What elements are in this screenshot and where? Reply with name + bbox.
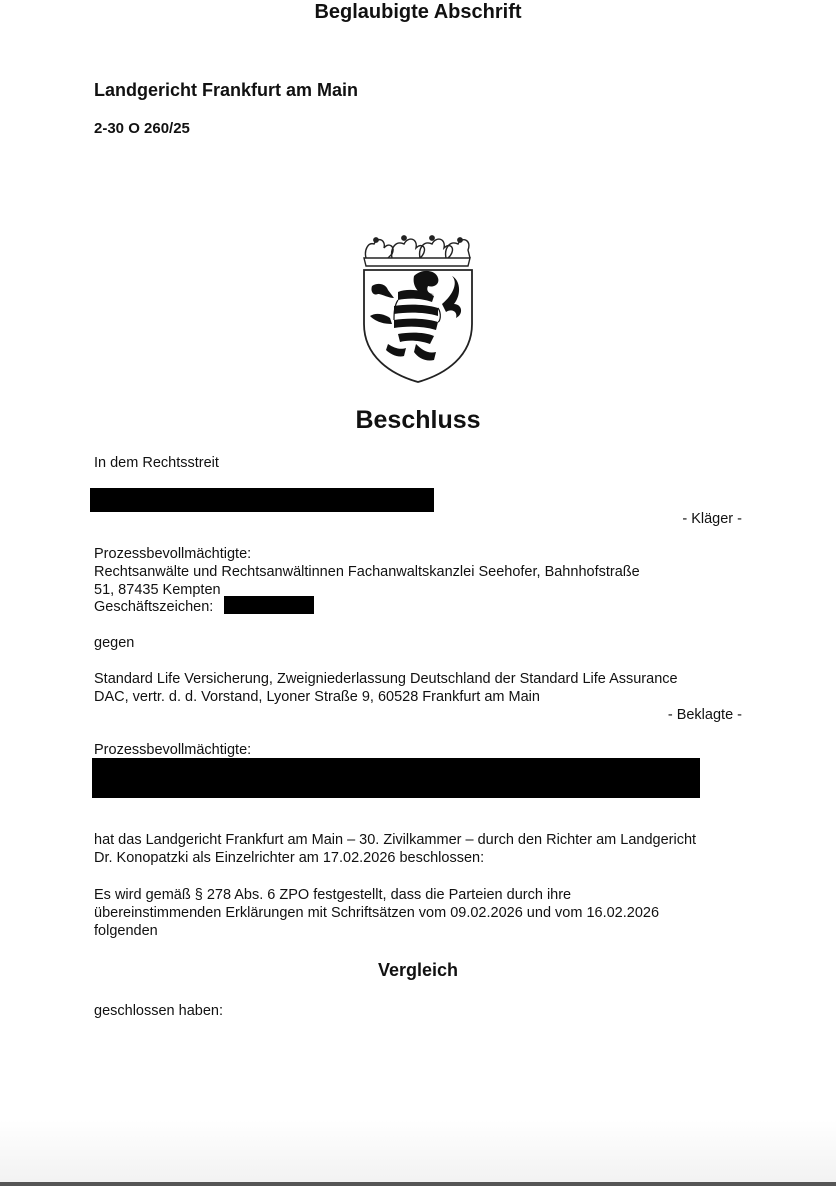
reference-label: Geschäftszeichen: [94, 599, 214, 615]
file-number: 2-30 O 260/25 [94, 120, 190, 137]
defendant-role: - Beklagte - [667, 707, 742, 723]
decision-line: hat das Landgericht Frankfurt am Main – 30. Zivilkammer – durch den Richter am Landgericht [94, 832, 697, 848]
redacted-plaintiff-name [90, 488, 434, 512]
plaintiff-counsel-line: Rechtsanwälte und Rechtsanwältinnen Fachanwaltskanzlei Seehofer, Bahnhofstraße [94, 564, 640, 580]
versus-label: gegen [94, 635, 135, 651]
plaintiff-counsel-line: 51, 87435 Kempten [94, 582, 221, 598]
decision-line: Dr. Konopatzki als Einzelrichter am 17.02.2026 beschlossen: [94, 850, 485, 866]
closing-line: geschlossen haben: [94, 1003, 223, 1019]
case-intro: In dem Rechtsstreit [94, 455, 219, 471]
finding-line: übereinstimmenden Erklärungen mit Schriftsätzen vom 09.02.2026 und vom 16.02.2026 [94, 905, 660, 921]
finding-line: Es wird gemäß § 278 Abs. 6 ZPO festgestellt, dass die Parteien durch ihre [94, 887, 572, 903]
plaintiff-role: - Kläger - [682, 511, 742, 527]
court-name: Landgericht Frankfurt am Main [94, 80, 359, 100]
page-bottom-edge [0, 1182, 836, 1186]
defendant-counsel-label: Prozessbevollmächtigte: [94, 742, 252, 758]
redacted-reference-number [224, 596, 314, 614]
finding-line: folgenden [94, 923, 158, 939]
defendant-line: DAC, vertr. d. d. Vorstand, Lyoner Straße 9, 60528 Frankfurt am Main [94, 689, 540, 705]
hesse-coat-of-arms-icon [358, 232, 478, 384]
plaintiff-counsel-label: Prozessbevollmächtigte: [94, 546, 252, 562]
settlement-heading: Vergleich [377, 960, 459, 980]
redacted-defendant-counsel [92, 758, 700, 798]
defendant-line: Standard Life Versicherung, Zweigniederlassung Deutschland der Standard Life Assurance [94, 671, 678, 687]
certified-copy-title: Beglaubigte Abschrift [314, 1, 522, 23]
document-heading: Beschluss [355, 406, 481, 434]
page-bottom-shade [0, 1120, 836, 1182]
